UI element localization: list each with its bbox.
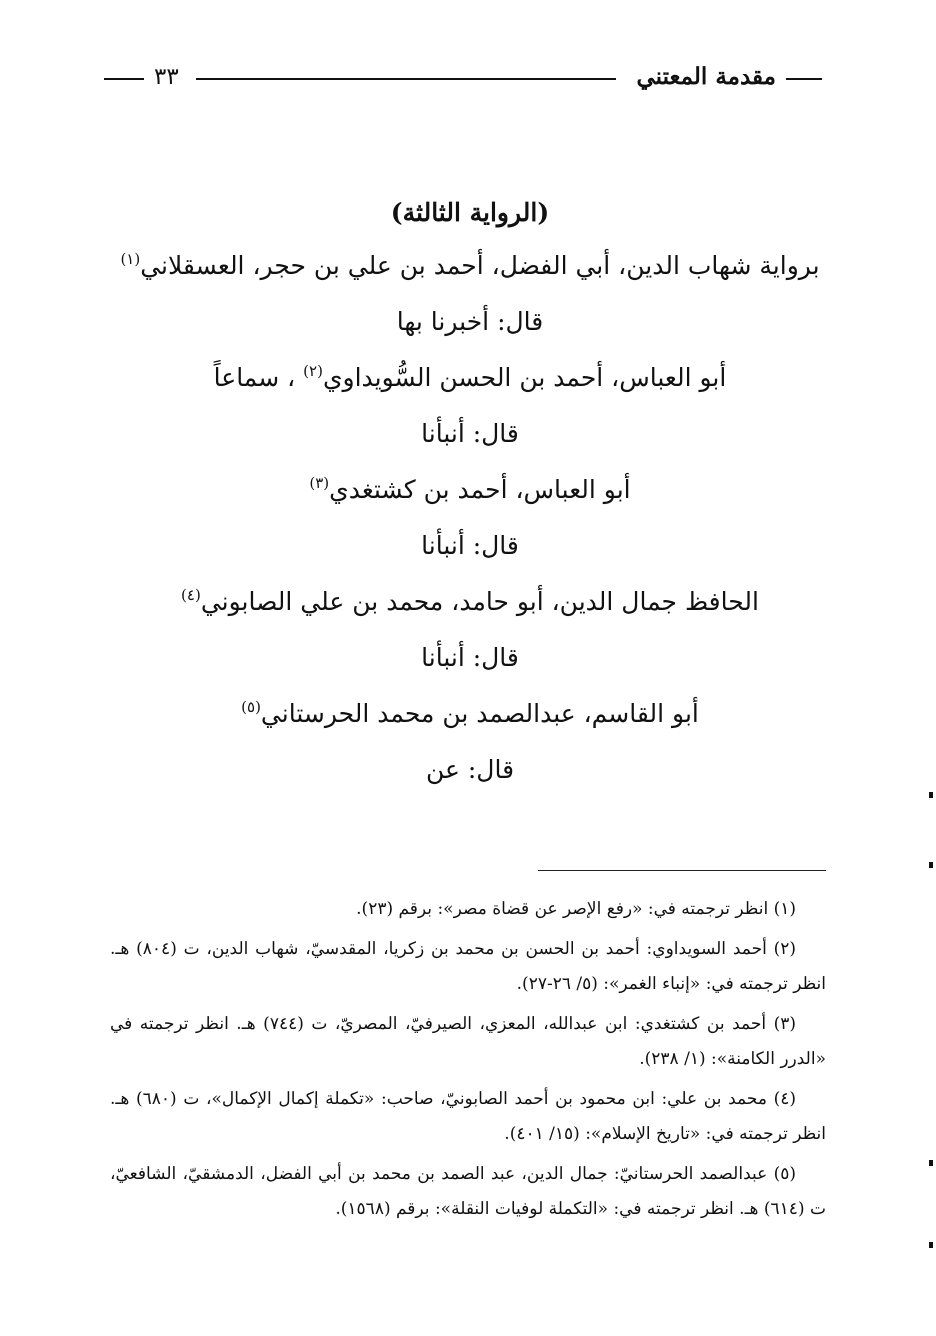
narration-line	[120, 350, 820, 406]
line-text: قال: أخبرنا بها	[396, 307, 544, 336]
narration-line	[120, 462, 820, 518]
footnotes	[110, 892, 826, 1232]
footnote	[110, 892, 826, 927]
line-text: قال: أنبأنا	[421, 419, 519, 448]
footnote-separator	[538, 870, 826, 871]
line-text: أبو القاسم، عبدالصمد بن محمد الحرستاني	[260, 699, 699, 728]
narration-line	[120, 742, 820, 798]
running-header	[104, 62, 822, 92]
line-text: الحافظ جمال الدين، أبو حامد، محمد بن علي الصابوني	[200, 587, 759, 616]
footnote-ref[interactable]: (٤)	[181, 586, 201, 604]
footnote-text: (٥) عبدالصمد الحرستانيّ: جمال الدين، عبد الصمد بن محمد بن أبي الفضل، الدمشقيّ، الشافعيّ، ت (٦١٤) هـ. انظر ترجمته في: «التكملة لوفيات النقلة»: برقم (١٥٦٨).	[110, 1164, 826, 1219]
scan-mark	[929, 1160, 933, 1166]
header-rule-left	[104, 78, 144, 80]
footnote-text: (١) انظر ترجمته في: «رفع الإصر عن قضاة مصر»: برقم (٢٣).	[356, 899, 796, 919]
narration-line	[120, 574, 820, 630]
line-text: أبو العباس، أحمد بن كشتغدي	[329, 475, 631, 504]
header-rule-middle	[196, 78, 616, 80]
narration-line	[120, 294, 820, 350]
section-heading: (الرواية الثالثة)	[390, 198, 550, 227]
narration-line	[120, 630, 820, 686]
narration-line	[120, 518, 820, 574]
footnote-text: (٤) محمد بن علي: ابن محمود بن أحمد الصابونيّ، صاحب: «تكملة إكمال الإكمال»، ت (٦٨٠) هـ. انظر ترجمته في: «تاريخ الإسلام»: (١٥/ ٤٠١).	[110, 1089, 826, 1144]
line-text: أبو العباس، أحمد بن الحسن السُّويداوي	[322, 363, 727, 392]
line-text: قال: عن	[425, 755, 515, 784]
footnote-text: (٢) أحمد السويداوي: أحمد بن الحسن بن محمد بن زكريا، المقدسيّ، شهاب الدين، ت (٨٠٤) هـ. انظر ترجمته في: «إنباء الغمر»: (٥/ ٢٦-٢٧).	[110, 939, 826, 994]
line-text: قال: أنبأنا	[421, 643, 519, 672]
narration-line	[120, 238, 820, 294]
line-tail: ، سماعاً	[213, 363, 304, 392]
footnote-ref[interactable]: (٥)	[241, 698, 261, 716]
footnote-ref[interactable]: (٣)	[309, 474, 330, 492]
footnote	[110, 1082, 826, 1152]
line-text: برواية شهاب الدين، أبي الفضل، أحمد بن علي بن حجر، العسقلاني	[140, 251, 820, 280]
footnote-ref[interactable]: (١)	[120, 250, 141, 268]
footnote-ref[interactable]: (٢)	[303, 362, 323, 380]
footnote	[110, 932, 826, 1002]
scan-mark	[929, 862, 933, 868]
line-text: قال: أنبأنا	[421, 531, 519, 560]
scan-mark	[929, 1242, 933, 1248]
footnote	[110, 1007, 826, 1077]
chain-of-narration	[120, 188, 820, 798]
footnote-text: (٣) أحمد بن كشتغدي: ابن عبدالله، المعزي، الصيرفيّ، المصريّ، ت (٧٤٤) هـ. انظر ترجمته في «الدرر الكامنة»: (١/ ٢٣٨).	[110, 1014, 826, 1069]
page-number: ٣٣	[148, 62, 185, 92]
running-title: مقدمة المعتني	[630, 62, 782, 92]
footnote	[110, 1157, 826, 1227]
scan-mark	[929, 792, 933, 798]
narration-line	[120, 686, 820, 742]
header-rule-right	[786, 78, 822, 80]
narration-line	[120, 406, 820, 462]
